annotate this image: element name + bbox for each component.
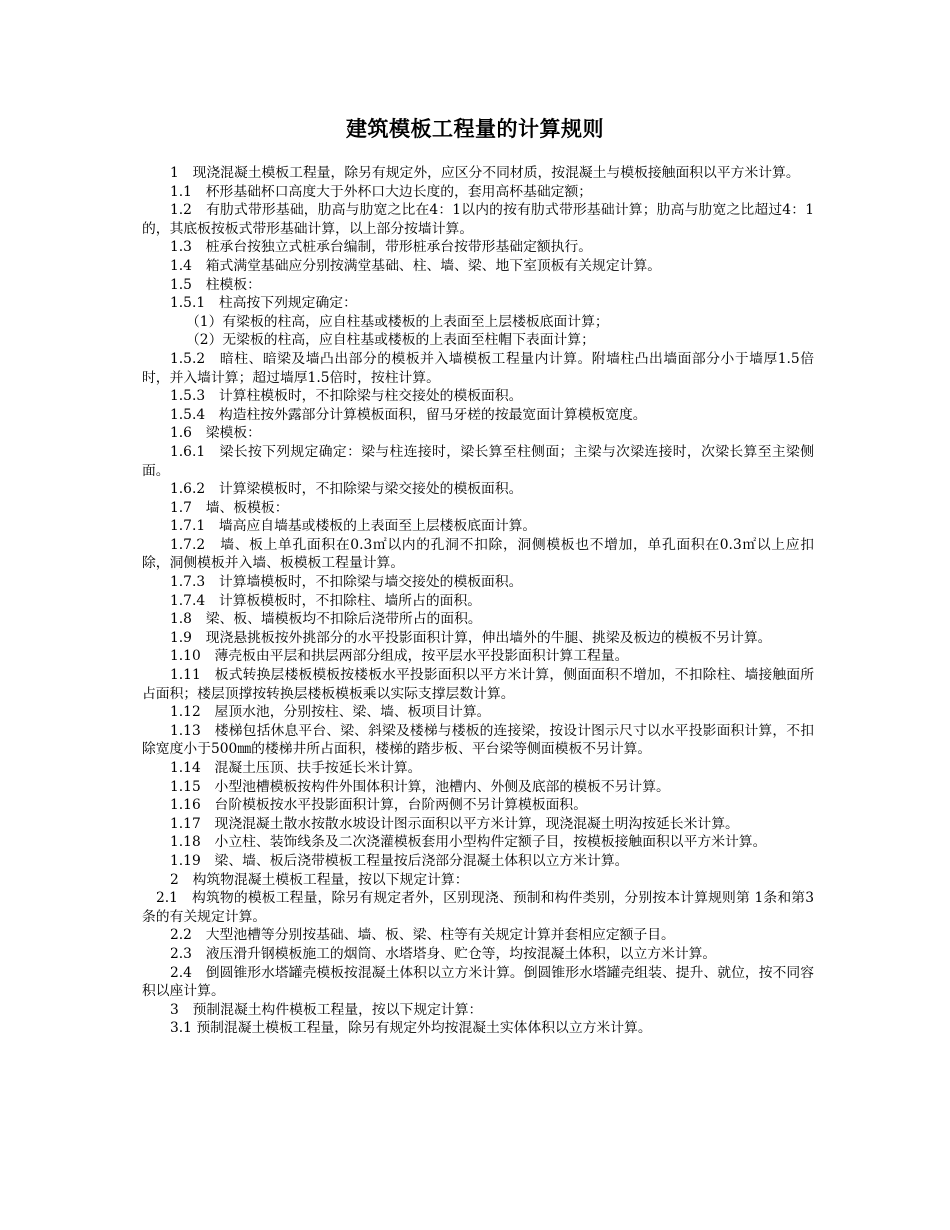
paragraph: 1.16 台阶模板按水平投影面积计算，台阶两侧不另计算模板面积。	[170, 797, 588, 814]
paragraph: 1.6 梁模板：	[170, 425, 261, 442]
paragraph: 3 预制混凝土构件模板工程量，按以下规定计算：	[170, 1001, 483, 1018]
paragraph: 1.5.3 计算柱模板时，不扣除梁与柱交接处的模板面积。	[170, 388, 523, 405]
paragraph: 2 构筑物混凝土模板工程量，按以下规定计算：	[170, 871, 469, 888]
paragraph: 1.5 柱模板：	[170, 276, 261, 293]
paragraph: 1.3 桩承台按独立式桩承台编制，带形桩承台按带形基础定额执行。	[170, 239, 593, 256]
paragraph: 1.5.4 构造柱按外露部分计算模板面积，留马牙槎的按最宽面计算模板宽度。	[170, 406, 647, 423]
paragraph: 2.2 大型池槽等分别按基础、墙、板、梁、柱等有关规定计算并套相应定额子目。	[170, 927, 675, 944]
paragraph: 1.6.2 计算梁模板时，不扣除梁与梁交接处的模板面积。	[170, 481, 523, 498]
paragraph: 1.18 小立柱、装饰线条及二次浇灌模板套用小型构件定额子目，按模板接触面积以平方米计算。	[170, 834, 767, 851]
paragraph: 1.1 杯形基础杯口高度大于外杯口大边长度的，套用高杯基础定额；	[170, 183, 593, 200]
paragraph: 1.15 小型池槽模板按构件外围体积计算，池槽内、外侧及底部的模板不另计算。	[170, 778, 670, 795]
paragraph: 1.5.2 暗柱、暗梁及墙凸出部分的模板并入墙模板工程量内计算。附墙柱凸出墙面部分小于墙厚1.5倍时，并入墙计算；超过墙厚1.5倍时，按柱计算。	[142, 350, 814, 386]
paragraph: 1.2 有肋式带形基础，肋高与肋宽之比在4：1以内的按有肋式带形基础计算；肋高与肋宽之比超过4：1的，其底板按板式带形基础计算，以上部分按墙计算。	[142, 202, 814, 237]
paragraph: 1.12 屋顶水池，分别按柱、梁、墙、板项目计算。	[170, 704, 491, 721]
paragraph: 1 现浇混凝土模板工程量，除另有规定外，应区分不同材质，按混凝土与模板接触面积以平方米计算。	[170, 165, 800, 181]
paragraph: 1.4 箱式满堂基础应分别按满堂基础、柱、墙、梁、地下室顶板有关规定计算。	[170, 257, 662, 274]
paragraph: 1.6.1 梁长按下列规定确定：梁与柱连接时，梁长算至柱侧面；主梁与次梁连接时，次梁长算至主梁侧面。	[142, 443, 814, 479]
paragraph: 3.1 预制混凝土模板工程量，除另有规定外均按混凝土实体体积以立方米计算。	[170, 1020, 652, 1037]
document-body	[142, 164, 814, 1038]
paragraph: 1.5.1 柱高按下列规定确定：	[170, 295, 357, 312]
paragraph: 1.9 现浇悬挑板按外挑部分的水平投影面积计算，伸出墙外的牛腿、挑梁及板边的模板不另计算。	[170, 629, 772, 646]
paragraph: 1.10 薄壳板由平层和拱层两部分组成，按平层水平投影面积计算工程量。	[170, 648, 629, 665]
paragraph: 1.8 梁、板、墙模板均不扣除后浇带所占的面积。	[170, 611, 482, 628]
paragraph: 2.3 液压滑升钢模板施工的烟筒、水塔塔身、贮仓等，均按混凝土体积，以立方米计算。	[170, 945, 717, 962]
page-title: 建筑模板工程量的计算规则	[346, 117, 604, 141]
paragraph: 1.11 板式转换层楼板模板按楼板水平投影面积以平方米计算，侧面面积不增加，不扣除柱、墙接触面所占面积；楼层顶撑按转换层楼板模板乘以实际支撑层数计算。	[142, 667, 814, 702]
paragraph: 1.13 楼梯包括休息平台、梁、斜梁及楼梯与楼板的连接梁，按设计图示尺寸以水平投影面积计算，不扣除宽度小于500㎜的楼梯井所占面积，楼梯的踏步板、平台梁等侧面模板不另计算。	[142, 722, 814, 758]
paragraph: （2）无梁板的柱高，应自柱基或楼板的上表面至柱帽下表面计算；	[186, 332, 595, 349]
paragraph: 1.17 现浇混凝土散水按散水坡设计图示面积以平方米计算，现浇混凝土明沟按延长米计算。	[170, 815, 739, 832]
paragraph: 1.7 墙、板模板：	[170, 499, 289, 516]
paragraph: （1）有梁板的柱高，应自柱基或楼板的上表面至上层楼板底面计算；	[186, 313, 609, 330]
paragraph: 2.1 构筑物的模板工程量，除另有规定者外，区别现浇、预制和构件类别，分别按本计算规则第 1条和第3条的有关规定计算。	[142, 890, 814, 925]
paragraph: 1.19 梁、墙、板后浇带模板工程量按后浇部分混凝土体积以立方米计算。	[170, 852, 629, 869]
paragraph: 1.7.1 墙高应自墙基或楼板的上表面至上层楼板底面计算。	[170, 518, 537, 535]
paragraph: 1.7.3 计算墙模板时，不扣除梁与墙交接处的模板面积。	[170, 574, 523, 591]
paragraph: 1.14 混凝土压顶、扶手按延长米计算。	[170, 760, 422, 776]
paragraph: 1.7.4 计算板模板时，不扣除柱、墙所占的面积。	[170, 592, 482, 609]
paragraph: 1.7.2 墙、板上单孔面积在0.3㎡以内的孔洞不扣除，洞侧模板也不增加，单孔面积在0.3㎡以上应扣除，洞侧模板并入墙、板模板工程量计算。	[142, 536, 814, 572]
paragraph: 2.4 倒圆锥形水塔罐壳模板按混凝土体积以立方米计算。倒圆锥形水塔罐壳组装、提升、就位，按不同容积以座计算。	[142, 964, 814, 1000]
